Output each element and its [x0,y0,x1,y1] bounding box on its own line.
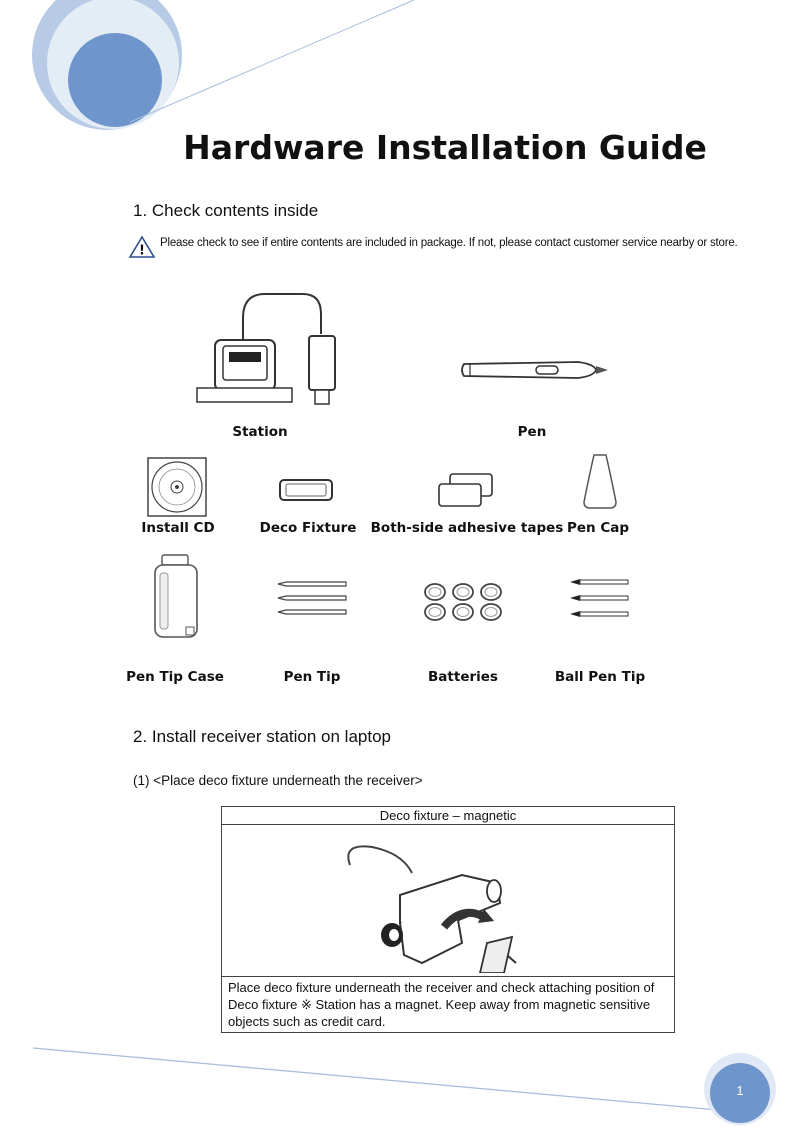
pen-cap-image [580,452,620,510]
ball-pen-tip-image [568,578,630,618]
section1-heading: 1. Check contents inside [133,201,319,220]
install-cd-label: Install CD [141,520,215,536]
page-title: Hardware Installation Guide [183,128,707,167]
pen-tip-label: Pen Tip [283,669,341,685]
install-cd-image [147,457,207,517]
deco-fixture-image [278,478,334,502]
receiver-fixture-image [222,825,674,973]
warning-triangle-icon [128,235,156,259]
deco-fixture-table [221,806,675,1033]
table-caption: Place deco fixture underneath the receiver and check attaching position of Deco fixture ※ Station has a magnet. Keep away from magnetic sensitive objects such as credit card. [222,977,675,1033]
pen-label: Pen [517,424,547,440]
pen-tip-case-label: Pen Tip Case [126,669,224,685]
station-image [195,290,340,408]
station-label: Station [232,424,288,440]
batteries-image [423,582,503,622]
deco-fixture-label: Deco Fixture [259,520,357,536]
pen-tip-image [276,580,348,616]
ball-pen-tip-label: Ball Pen Tip [554,669,646,685]
adhesive-tapes-image [436,472,496,508]
pen-tip-case-image [152,553,200,641]
section2-heading: 2. Install receiver station on laptop [133,727,391,746]
svg-text:!: ! [139,243,145,259]
adhesive-tapes-label: Both-side adhesive tapes [370,520,564,536]
header-decoration [0,0,420,140]
table-header: Deco fixture – magnetic [222,807,675,825]
step1-text: (1) <Place deco fixture underneath the receiver> [133,773,423,788]
footer-decoration [0,1040,808,1141]
table-image-cell [222,825,675,977]
pen-image [460,356,610,384]
page-number: 1 [736,1083,744,1098]
section1-note: Please check to see if entire contents are included in package. If not, please contact customer service nearby or store. [160,237,738,249]
pen-cap-label: Pen Cap [566,520,630,536]
batteries-label: Batteries [428,669,498,685]
